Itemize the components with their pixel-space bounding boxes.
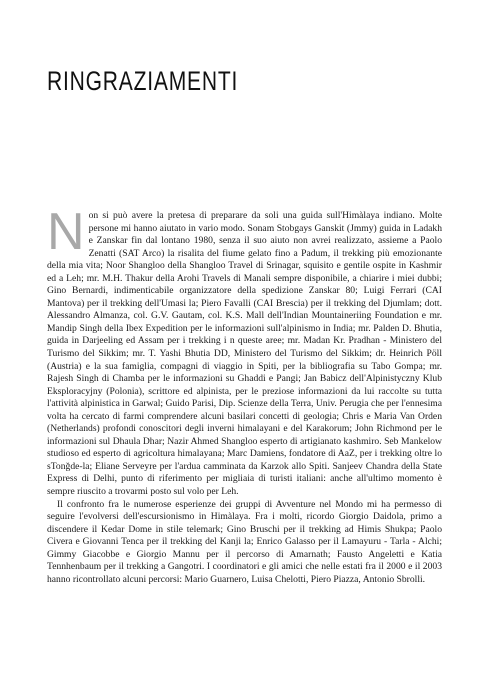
drop-cap: N [47,203,85,261]
paragraph-1 [47,203,442,499]
body-text [47,203,442,586]
page-title: RINGRAZIAMENTI [47,66,239,96]
paragraph-1-text: on si può avere la pretesa di preparare da soli una guida sull'Himàlaya indiano. Molte persone mi hanno aiutato in vario modo. Sonam Stobgays Ganskit (Jmmy) guida in Ladakh e Zanskar fin dal lontano 1980, senza il suo aiuto non avrei realizzato, assieme a Paolo Zenatti (SAT Arco) la risalita del fiume gelato fino a Padum, il trekking più emozionante della mia vita; Noor Shangloo della Shangloo Travel di Srinagar, squisito e gentile ospite in Kashmir ed a Leh; mr. M.H. Thakur della Arohi Travels di Manali sempre disponibile, a chiarire i miei dubbi; Gino Bernardi, indimenticabile organizzatore della spedizione Zanskar 80; Luigi Ferrari (CAI Mantova) per il trekking dell'Umasi la; Piero Favalli (CAI Brescia) per il trekking del Djumlam; dott. Alessandro Almanza, col. G.V. Gautam, col. K.S. Mall dell'Indian Mountaineriing Foundation e mr. Mandip Singh della Ibex Expedition per le informazioni sull'alpinismo in India; mr. Palden D. Bhutia, guida in Darjeeling ed Assam per i trekking i n queste aree; mr. Madan Kr. Pradhan - Ministero del Turismo del Sikkim; mr. T. Yashi Bhutia DD, Ministero del Turismo del Sikkim; dr. Heinrich Pöll (Austria) e la sua famiglia, compagni di viaggio in Spiti, per la bibliografia su Tabo Gompa; mr. Rajesh Singh di Chamba per le informazioni su Ghaddi e Pangi; Jan Babicz dell'Alpinistyczny Klub Eksploracyjny (Polonia), scrittore ed alpinista, per le preziose informazioni da lui raccolte su tutta l'attività alpinistica in Garwal; Guido Parisi, Dip. Scienze della Terra, Univ. Perugia che per l'ennesima volta ha cercato di farmi comprendere alcuni basilari concetti di geologia; Chris e Maria Van Orden (Netherlands) profondi conoscitori degli inverni himalayani e del Karakorum; John Richmond per le informazioni sul Dhaula Dhar; Nazir Ahmed Shangloo esperto di artigianato kashmiro. Seb Mankelow studioso ed esperto di agricoltura himalayana; Marc Damiens, fondatore di AaZ, per i trekking oltre lo sTonğde-la; Eliane Serveyre per l'ardua camminata da Karzok allo Spiti. Sanjeev Chandra della State Express di Delhi, punto di riferimento per migliaia di turisti italiani: anche all'ultimo momento è sempre riuscito a trovarmi posto sul volo per Leh. [47,210,442,498]
paragraph-2: Il confronto fra le numerose esperienze dei gruppi di Avventure nel Mondo mi ha permesso di seguire l'evolversi dell'escursionismo in Himàlaya. Fra i molti, ricordo Giorgio Daidola, primo a discendere il Kedar Dome in stile telemark; Gino Bruschi per il trekking ad Himis Shukpa; Paolo Civera e Giovanni Tenca per il trekking del Kanji la; Enrico Galasso per il Lamayuru - Tarla - Alchi; Gimmy Giacobbe e Giorgio Mannu per il percorso di Amarnath; Fausto Angeletti e Katia Tennhenbaum per il trekking a Gangotri. I coordinatori e gli amici che nelle estati fra il 2000 e il 2003 hanno ricontrollato alcuni percorsi: Mario Guarnero, Luisa Chelotti, Piero Piazza, Antonio Sbrolli. [47,498,442,585]
